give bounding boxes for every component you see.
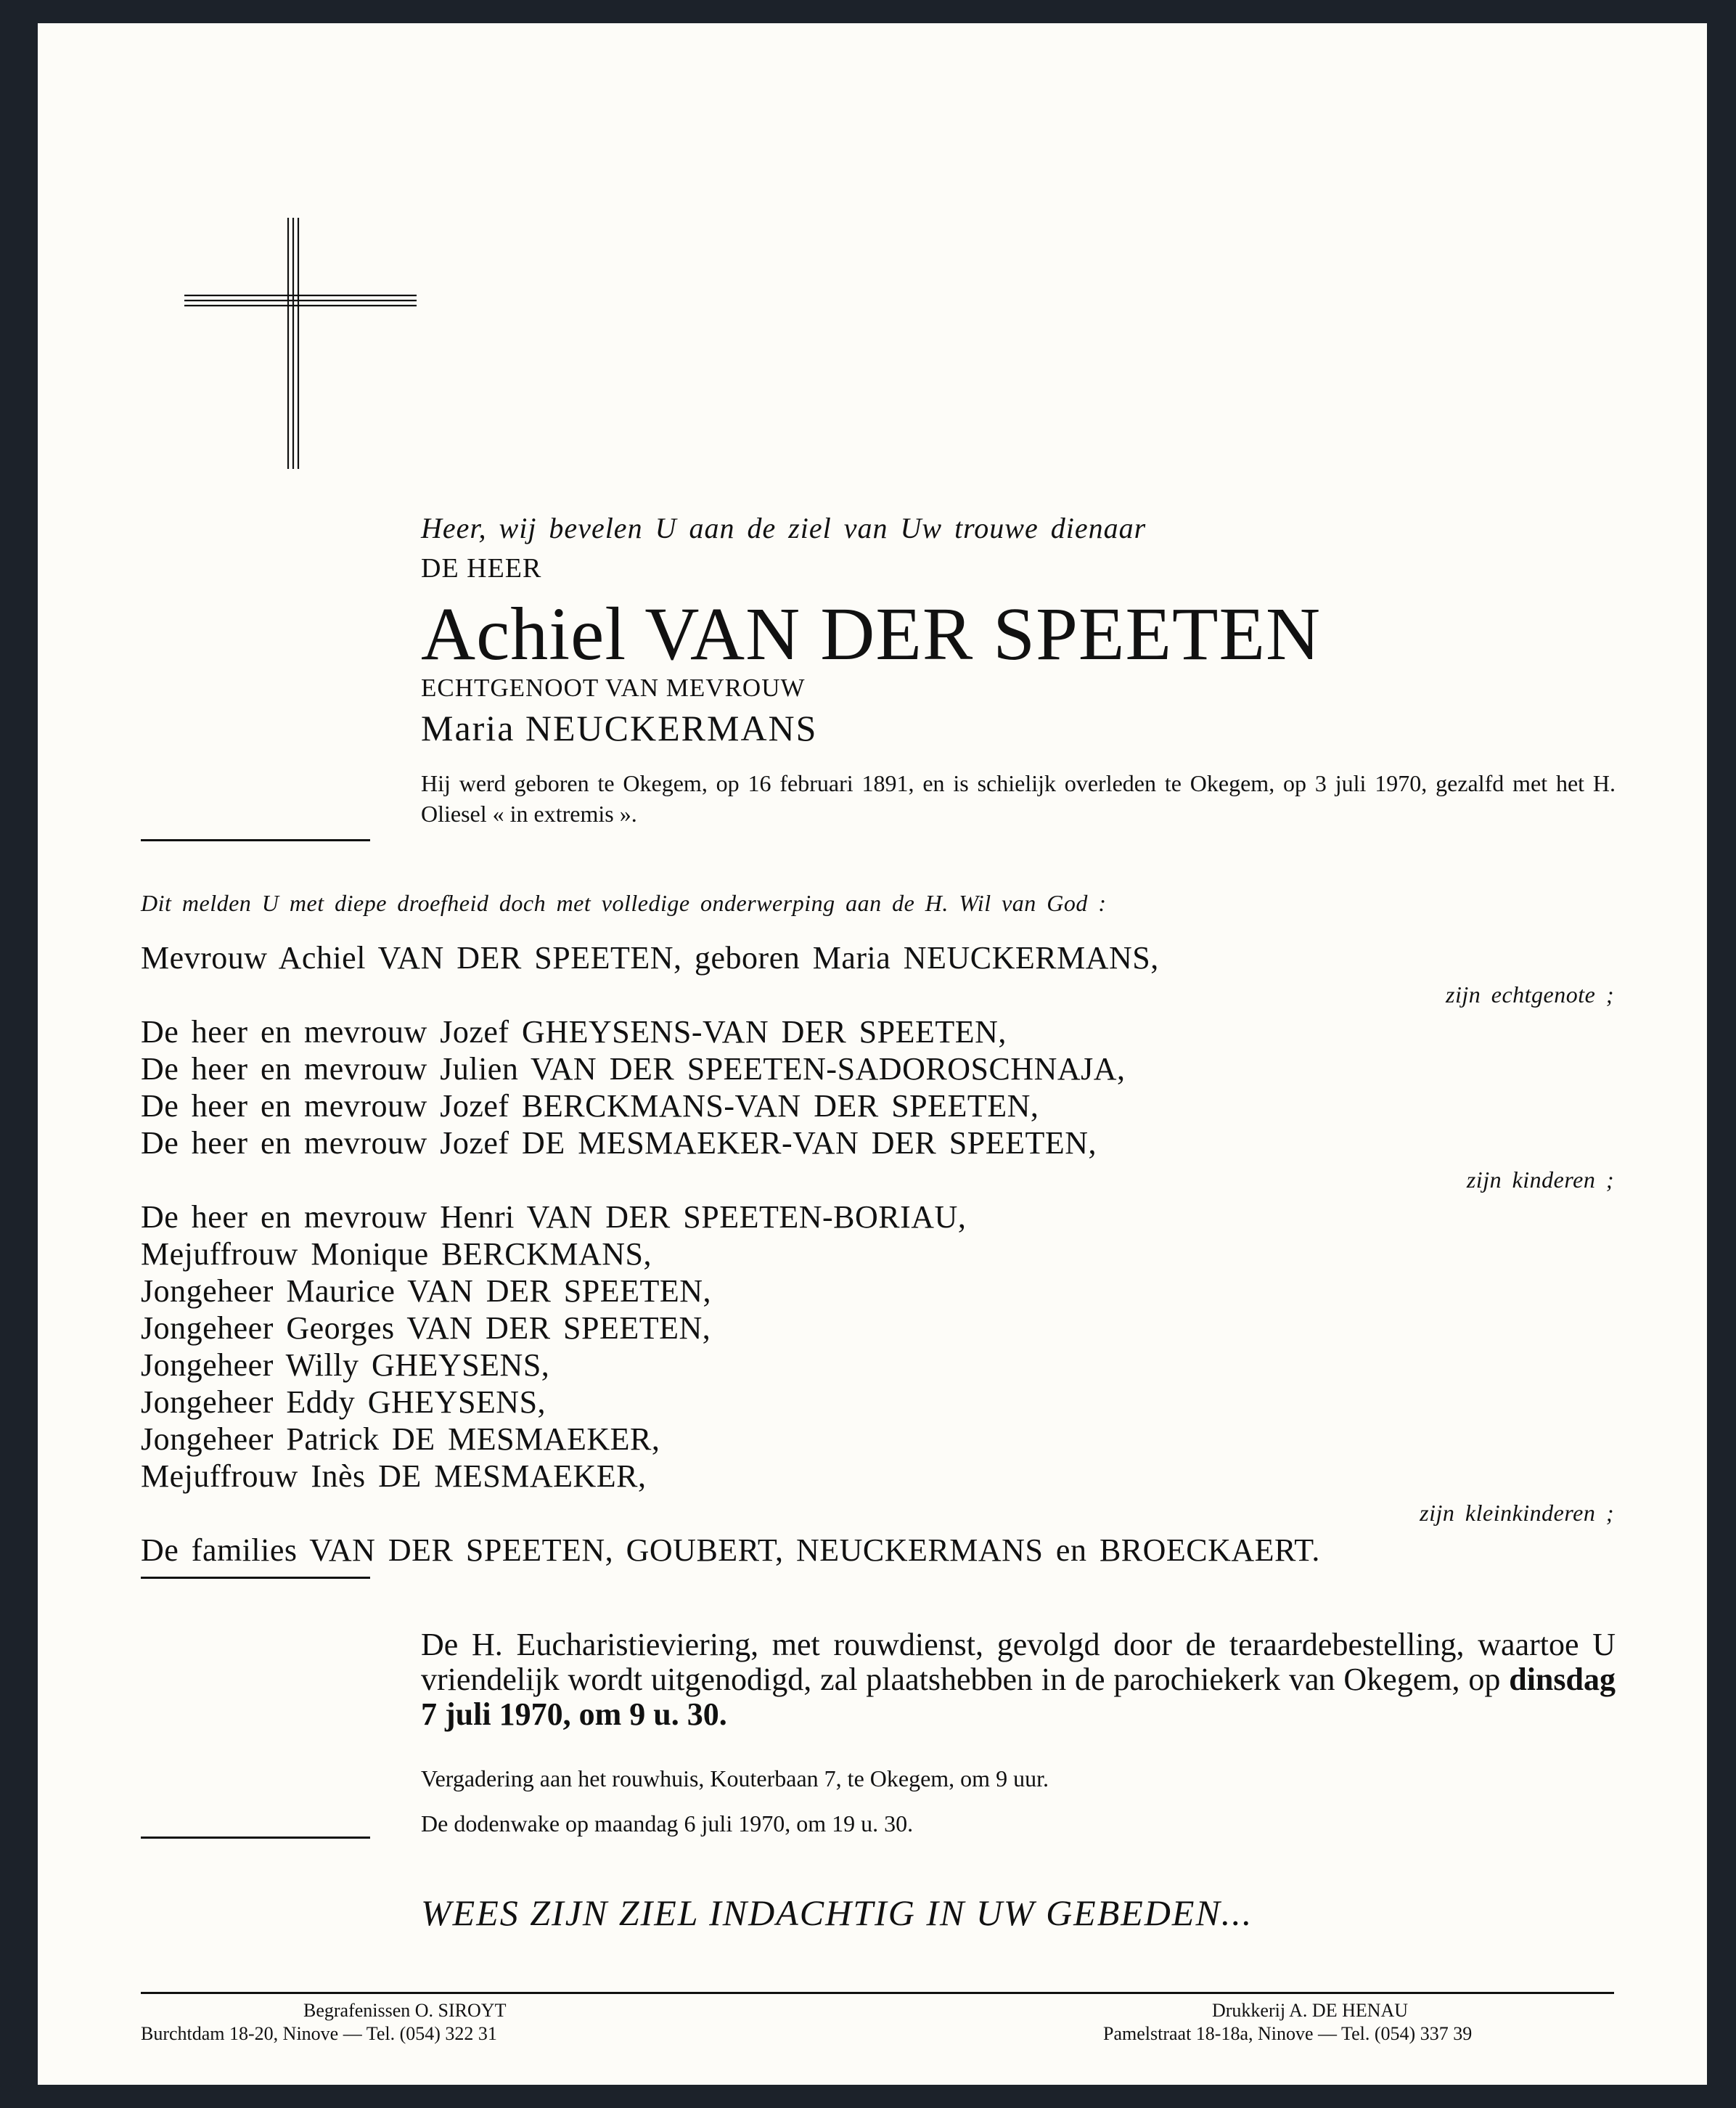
relation-grandchildren: zijn kleinkinderen ; (1420, 1500, 1614, 1526)
footer-left (141, 1999, 721, 2046)
relation-spouse: zijn echtgenote ; (1446, 981, 1614, 1008)
grandchild-line: Jongeheer Eddy GHEYSENS, (141, 1384, 546, 1420)
child-line: De heer en mevrouw Jozef DE MESMAEKER-VAN DER SPEETEN, (141, 1125, 1097, 1161)
closing-prayer: WEES ZIJN ZIEL INDACHTIG IN UW GEBEDEN... (421, 1892, 1253, 1933)
child-line: De heer en mevrouw Jozef BERCKMANS-VAN DER SPEETEN, (141, 1088, 1039, 1124)
grandchild-line: Mejuffrouw Monique BERCKMANS, (141, 1236, 652, 1272)
title-prefix: DE HEER (421, 553, 542, 584)
mass-date: dinsdag 7 juli 1970, om 9 u. 30. (421, 1662, 1616, 1732)
divider-3 (141, 1837, 370, 1839)
deceased-name: Achiel VAN DER SPEETEN (421, 592, 1322, 676)
birth-death-text: Hij werd geboren te Okegem, op 16 februari 1891, en is schielijk overleden te Okegem, op 3 juli 1970, gezalfd met het H. Oliesel « in extremis ». (421, 770, 1616, 827)
funeral-home-address: Burchtdam 18-20, Ninove — Tel. (054) 322 31 (141, 2023, 497, 2044)
grandchild-line: De heer en mevrouw Henri VAN DER SPEETEN-BORIAU, (141, 1199, 967, 1235)
grandchild-line: Jongeheer Maurice VAN DER SPEETEN, (141, 1273, 712, 1309)
printer-address: Pamelstraat 18-18a, Ninove — Tel. (054) 337 39 (1103, 2023, 1473, 2044)
funeral-home-name: Begrafenissen O. SIROYT (303, 2000, 507, 2021)
child-line: De heer en mevrouw Jozef GHEYSENS-VAN DER SPEETEN, (141, 1014, 1007, 1050)
divider-2 (141, 1577, 370, 1579)
announcement-text: Dit melden U met diepe droefheid doch met volledige onderwerping aan de H. Wil van God : (141, 890, 1107, 916)
family-list (141, 939, 1614, 1569)
cross-icon (184, 218, 417, 469)
printer-name: Drukkerij A. DE HENAU (1212, 2000, 1409, 2021)
grandchild-line: Mejuffrouw Inès DE MESMAEKER, (141, 1458, 647, 1494)
spouse-line: Mevrouw Achiel VAN DER SPEETEN, geboren Maria NEUCKERMANS, (141, 940, 1159, 976)
wake-text: De dodenwake op maandag 6 juli 1970, om 19 u. 30. (421, 1810, 914, 1837)
footer-right (1103, 1999, 1684, 2046)
obituary-card (38, 23, 1707, 2085)
mass-text-main: De H. Eucharistieviering, met rouwdienst, gevolgd door de teraardebestelling, waartoe U vriendelijk wordt uitgenodigd, zal plaatshebben in de parochiekerk van Okegem, op (421, 1627, 1616, 1697)
spouse-label: ECHTGENOOT VAN MEVROUW (421, 674, 806, 702)
grandchild-line: Jongeheer Willy GHEYSENS, (141, 1347, 550, 1383)
invocation-text: Heer, wij bevelen U aan de ziel van Uw trouwe dienaar (421, 512, 1147, 544)
mass-text (421, 1627, 1616, 1732)
divider-1 (141, 839, 370, 841)
families-line: De families VAN DER SPEETEN, GOUBERT, NEUCKERMANS en BROECKAERT. (141, 1532, 1320, 1568)
gathering-text: Vergadering aan het rouwhuis, Kouterbaan 7, te Okegem, om 9 uur. (421, 1765, 1049, 1792)
relation-children: zijn kinderen ; (1466, 1167, 1614, 1193)
spouse-name: Maria NEUCKERMANS (421, 708, 818, 748)
child-line: De heer en mevrouw Julien VAN DER SPEETEN-SADOROSCHNAJA, (141, 1051, 1126, 1087)
footer-rule (141, 1992, 1614, 1994)
grandchild-line: Jongeheer Georges VAN DER SPEETEN, (141, 1310, 711, 1346)
grandchild-line: Jongeheer Patrick DE MESMAEKER, (141, 1421, 660, 1457)
